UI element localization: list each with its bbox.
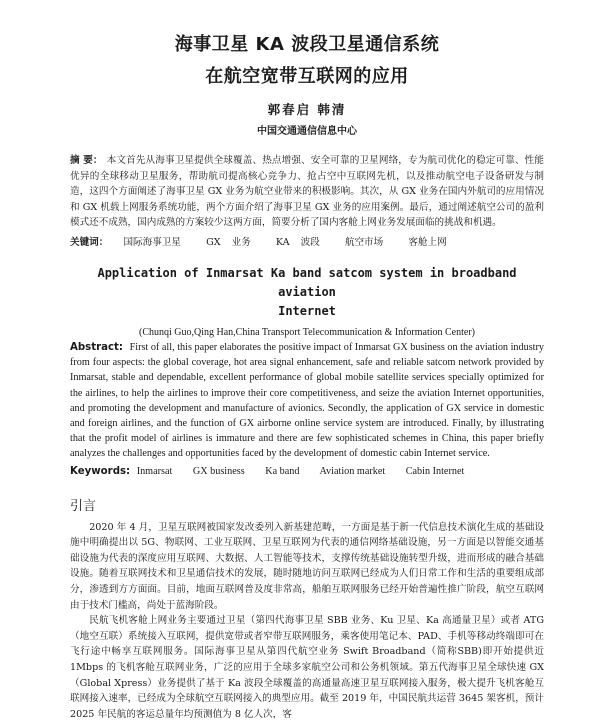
keyword-en: Ka band bbox=[265, 465, 300, 477]
body-paragraph: 民航飞机客舱上网业务主要通过卫星（第四代海事卫星 SBB 业务、Ku 卫星、Ka 高通量卫星）或者 ATG（地空互联）系统接入互联网，提供宽带或者窄带互联网服务，乘客使用笔记本、PAD、手机等移动终端即可在飞行途中畅享互联网服务。国际海事卫星从第四代航空业务 Swift Broadband（简称SBB)即开始提供近 1Mbps 的飞机客舱互联网业务，广泛的应用于全球多家航空公司和公务机领域。第五代海事卫星全球快速 GX（Global Xpress）业务提供了基于 Ka 波段全球覆盖的高通量高速卫星互联网接入服务，极大提升飞机客舱互联网接入速率，已经成为全球航空互联网接入的典型应用。截至 2019 年，中国民航共运营 3645 架客机，预计 2025 年民航的客运总量年均预测值为 8 亿人次，客 bbox=[70, 615, 544, 720]
keyword-en: Inmarsat bbox=[136, 465, 173, 477]
paper-title-line-2: 在航空宽带互联网的应用 bbox=[205, 66, 409, 87]
abstract-en bbox=[70, 340, 544, 462]
keyword-cn: 航空市场 bbox=[344, 236, 384, 248]
keywords-cn-label: 关键词： bbox=[70, 236, 109, 248]
keywords-en bbox=[70, 466, 544, 477]
authors: 郭春启 韩清 bbox=[267, 102, 347, 117]
body-paragraph: 2020 年 4 月，卫星互联网被国家发改委列入新基建范畴，一方面是基于新一代信息技术演化生成的基础设施中明确提出以 5G、物联网、工业互联网、卫星互联网为代表的通信网络基础设施，另一方面是以智能交通基础设施为代表的深度应用互联网、大数据、人工智能等技术，支撑传统基础设施转型升级，进而形成的融合基础设施。随着互联网技术和卫星通信技术的发展，随时随地访问互联网已经成为人们日常工作和生活的重要组成部分，渗透到方方面面。目前，地面互联网普及度非常高，船舶互联网服务已经开始普遍性推广阶段，航空互联网由于技术门槛高，尚处于蓝海阶段。 bbox=[70, 521, 544, 611]
english-affiliation: (Chunqi Guo,Qing Han,China Transport Telecommunication & Information Center) bbox=[138, 326, 475, 338]
keyword-en: Cabin Internet bbox=[405, 465, 465, 477]
abstract-cn bbox=[70, 153, 544, 231]
keyword-en: GX business bbox=[192, 465, 245, 477]
paper-title-line-1: 海事卫星 KA 波段卫星通信系统 bbox=[174, 34, 440, 55]
keywords-cn bbox=[70, 234, 544, 248]
keyword-cn: GX 业务 bbox=[206, 236, 251, 248]
keyword-cn: KA 波段 bbox=[275, 236, 320, 248]
english-title bbox=[70, 264, 544, 321]
section-heading-introduction: 引言 bbox=[70, 498, 97, 514]
keyword-cn: 国际海事卫星 bbox=[123, 236, 181, 248]
english-title-line-2: Internet bbox=[278, 303, 336, 318]
keywords-en-label: Keywords: bbox=[70, 465, 131, 477]
keyword-en: Aviation market bbox=[319, 465, 386, 477]
abstract-en-text: First of all, this paper elaborates the positive impact of Inmarsat GX business on the aviation industry from four aspects: the global coverage, hot area signal enhancement, safe and reliable satcom network provided by Inmarsat, stable and dependable, excellent performance of global mobile satellite services specially optimized for the airlines, to help the airlines to improve their core competitiveness, and seize the aviation Internet opportunities, and promoting the development and manufacture of avionics. Secondly, the application of GX service in domestic and foreign airlines, and the function of GX airborne online service system are introduced. Finally, by illustrating that the profit model of airlines is immature and there are few sophisticated schemes in China, this paper briefly analyzes the challenges and opportunities faced by the development of domestic cabin Internet service. bbox=[70, 341, 544, 460]
abstract-en-label: Abstract: bbox=[70, 341, 123, 353]
affiliation: 中国交通通信信息中心 bbox=[257, 126, 357, 137]
abstract-cn-text: 本文首先从海事卫星提供全球覆盖、热点增强、安全可靠的卫星网络，专为航司优化的稳定可靠、性能优异的全球移动卫星服务，帮助航司提高核心竞争力、抢占空中互联网先机，以及推动航空电子设备研发与制造，这四个方面阐述了海事卫星 GX 业务为航空业带来的积极影响。其次，从 GX 业务在国内外航司的应用情况和 GX 机载上网服务系统功能，两个方面介绍了海事卫星 GX 业务的应用案例。最后，通过阐述航空公司的盈利模式还不成熟，国内成熟的方案较少这两方面，简要分析了国内客舱上网业务发展面临的挑战和机遇。 bbox=[70, 155, 545, 229]
abstract-cn-label: 摘 要： bbox=[70, 155, 103, 166]
keyword-cn: 客舱上网 bbox=[408, 236, 447, 248]
english-title-line-1: Application of Inmarsat Ka band satcom system in broadband aviation bbox=[97, 265, 517, 299]
